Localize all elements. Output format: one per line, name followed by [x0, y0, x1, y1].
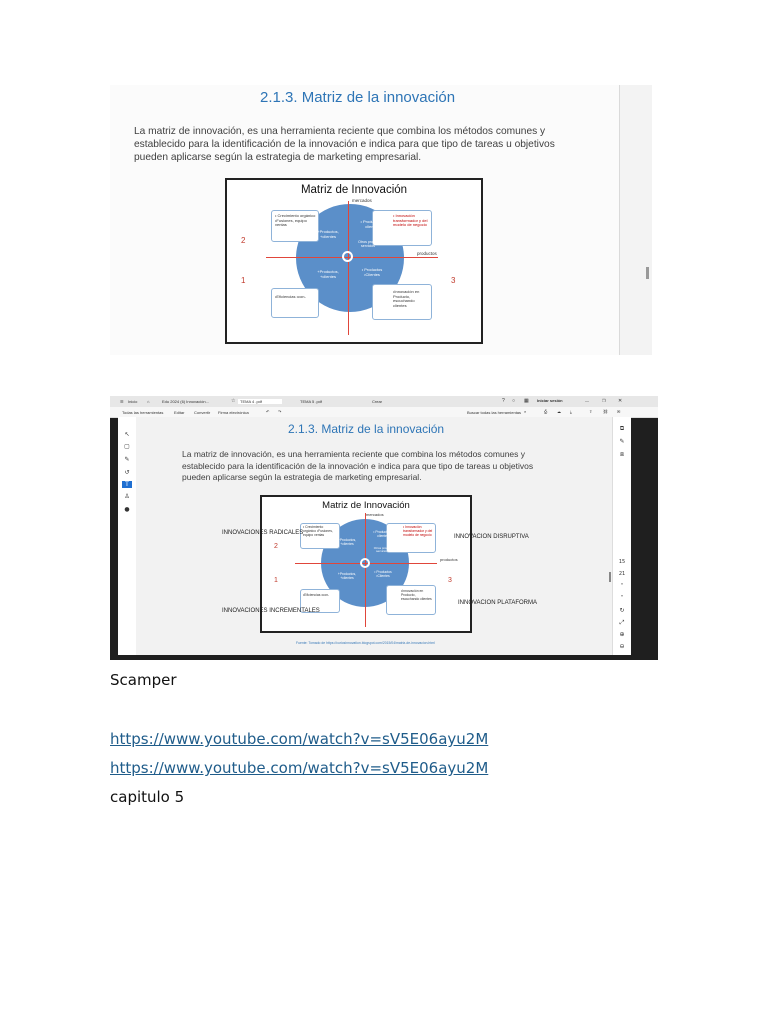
color-dot-icon[interactable]: ● [124, 506, 130, 513]
label-plataforma: INNOVACION PLATAFORMA [458, 600, 538, 606]
pdf-circle-tr: • Productos • clientes [373, 530, 393, 538]
pdf-matrix-title: Matriz de Innovación [322, 500, 410, 511]
redo-icon[interactable]: ↷ [278, 409, 282, 414]
tab-crear[interactable]: Crear [372, 399, 383, 404]
page-down-icon[interactable]: ˅ [620, 595, 624, 602]
circle-text-bl: +Productos, +clientes [317, 269, 339, 279]
download-icon[interactable]: ⤓ [570, 409, 572, 414]
scamper-text: Scamper [110, 671, 177, 689]
cycle-icon [342, 251, 353, 262]
search-tools[interactable]: Buscar todas las herramientas [467, 410, 522, 415]
text-select-icon[interactable]: T [122, 481, 132, 488]
pdf-y-axis [365, 513, 366, 627]
zoom-out-icon[interactable]: ⊖ [619, 643, 625, 650]
menu-all-tools[interactable]: Todas las herramientas [122, 410, 164, 415]
capitulo-text: capitulo 5 [110, 788, 185, 806]
circle-text-tr: • Productos • clientes [360, 219, 384, 229]
minimize-icon[interactable]: — [585, 398, 589, 403]
pdf-circle-br: • Productos •Clientes [374, 570, 392, 578]
circle-text-tl: +Productos, +clientes [317, 229, 339, 239]
quadrant-number-3: 3 [451, 276, 456, 285]
matrix-title: Matriz de Innovación [300, 184, 408, 196]
restore-icon[interactable]: ❐ [602, 398, 606, 403]
help-icon[interactable]: ? [502, 398, 505, 404]
pen-icon[interactable]: ✎ [124, 456, 130, 463]
tab-tema5[interactable]: TEMA 5 .pdf [300, 399, 323, 404]
lasso-icon[interactable]: ↺ [124, 469, 130, 476]
label-disruptiva: INNOVACION DISRUPTIVA [454, 534, 529, 540]
bell-icon[interactable]: ○ [512, 398, 516, 404]
pdf-circle-tr2: Otros prod y servicios [373, 546, 391, 554]
pdf-paragraph: La matriz de innovación, es una herramienta reciente que combina los métodos comunes y establecido para la identificación de la innovación e indica para que tipo de tareas u objetivos pueden aplicarse según la estrategia de marketing empresarial. [182, 449, 534, 482]
pdf-num-2: 2 [274, 543, 278, 550]
intro-paragraph: La matriz de innovación, es una herramienta reciente que combina los métodos comunes y establecido para la identificación de la innovación e indica para que tipo de tareas u objetivos pueden aplicarse según la estrategia de marketing empresarial. [134, 126, 555, 163]
mail-icon[interactable]: ✉ [617, 409, 621, 414]
rotate-icon[interactable]: ↻ [619, 607, 625, 614]
tab-inicio[interactable]: Inicio [128, 399, 138, 404]
pdf-circle-bl: +Productos, +clientes [337, 572, 357, 580]
tab-tema4[interactable]: TEMA 4 .pdf [238, 399, 282, 404]
tab-edu[interactable]: Edu 2024 (6) Innovación... [162, 399, 209, 404]
pdf-box-br: •Innovación en Producto, escuchando clientes [386, 585, 436, 615]
label-incrementales: INNOVACIONES INCREMENTALES [222, 608, 320, 614]
page-number-icon[interactable]: 15 [618, 559, 626, 565]
source-caption: Fuente: Tomado de https://curiosinnovation.blogspot.com/2015/04/matriz-de-innovacion.html [296, 641, 435, 645]
section-heading: 2.1.3. Matriz de la innovación [260, 89, 456, 106]
y-axis-line [348, 201, 349, 335]
cursor-icon[interactable]: ↖ [124, 431, 130, 438]
pages-panel-icon[interactable]: ⧈ [620, 451, 624, 458]
undo-icon[interactable]: ↶ [266, 409, 270, 414]
axis-y-label: mercados [352, 198, 372, 203]
youtube-link-1[interactable]: https://www.youtube.com/watch?v=sV5E06ayu2M [110, 730, 489, 748]
pdf-box-tr: • Innovación transformador y del modelo de negocio [386, 523, 436, 553]
pdf-circle-tl: +Productos, +clientes [337, 538, 357, 546]
box-top-right: • Innovación transformador y del modelo de negocio [372, 210, 432, 246]
menu-esign[interactable]: Firma electrónica [218, 410, 249, 415]
link-icon[interactable]: ⛓ [603, 409, 609, 414]
print-icon[interactable]: ⎙ [544, 409, 548, 414]
quadrant-number-2: 2 [241, 236, 246, 245]
home-icon[interactable]: ⌂ [147, 399, 150, 404]
right-toolbar [612, 417, 631, 655]
left-toolbar [118, 417, 137, 655]
pdf-document-area [136, 417, 612, 655]
stamp-icon[interactable]: ♙ [124, 493, 130, 500]
comment-icon[interactable]: ▢ [124, 443, 130, 450]
menu-convert[interactable]: Convertir [194, 410, 211, 415]
screenshot-pdf-viewer [110, 396, 658, 660]
search-icon[interactable]: ⌕ [524, 409, 527, 414]
menu-icon[interactable]: ☰ [120, 399, 124, 404]
menu-edit[interactable]: Editar [174, 410, 185, 415]
edit-panel-icon[interactable]: ✎ [619, 438, 625, 445]
quadrant-number-1: 1 [241, 276, 246, 285]
pdf-num-1: 1 [274, 577, 278, 584]
comment-panel-icon[interactable]: ⧉ [619, 425, 625, 432]
circle-text-br: • Productos •Clientes [361, 267, 383, 277]
pdf-box-tl: • Crecimiento orgánico •Fusiones, equipo ventas [300, 523, 340, 549]
pdf-heading: 2.1.3. Matriz de la innovación [288, 422, 445, 436]
circle-text-tr2: Otros prod y servicios [358, 240, 378, 249]
box-bottom-right: •Innovación en Producto, escuchando clientes [372, 284, 432, 320]
box-bottom-left: •Eficiencias •con- [271, 288, 319, 318]
browser-tab-bar [110, 396, 658, 407]
fit-page-icon[interactable]: ⤢ [619, 619, 625, 626]
matrix-figure [225, 178, 483, 344]
pdf-axis-y: mercados [366, 512, 384, 517]
scroll-thumb[interactable] [646, 267, 649, 279]
zoom-in-icon[interactable]: ⊕ [619, 631, 625, 638]
pdf-num-3: 3 [448, 577, 452, 584]
youtube-link-2[interactable]: https://www.youtube.com/watch?v=sV5E06ayu2M [110, 759, 489, 777]
star-icon[interactable]: ☆ [231, 398, 236, 404]
label-radicales: INNOVACIONES RADICALES [222, 530, 304, 536]
pdf-scroll-thumb[interactable] [609, 572, 611, 582]
cloud-icon[interactable]: ☁ [557, 409, 561, 414]
page-up-icon[interactable]: ˄ [620, 583, 624, 590]
signin-button[interactable]: Iniciar sesión [537, 398, 563, 403]
pdf-cycle-icon [360, 558, 370, 568]
pdf-axis-x: productos [440, 557, 458, 562]
close-icon[interactable]: ✕ [618, 398, 623, 404]
scrollbar[interactable] [619, 85, 652, 355]
page-total-icon[interactable]: 21 [618, 571, 626, 577]
axis-x-label: productos [417, 251, 437, 256]
share-icon[interactable]: ⇪ [589, 409, 593, 414]
pdf-box-bl: •Eficiencias •con- [300, 589, 340, 613]
apps-icon[interactable]: ▦ [524, 398, 529, 404]
screenshot-matrix-document [110, 85, 652, 355]
box-top-left: • Crecimiento orgánico •Fusiones, equipo ventas [271, 210, 319, 242]
